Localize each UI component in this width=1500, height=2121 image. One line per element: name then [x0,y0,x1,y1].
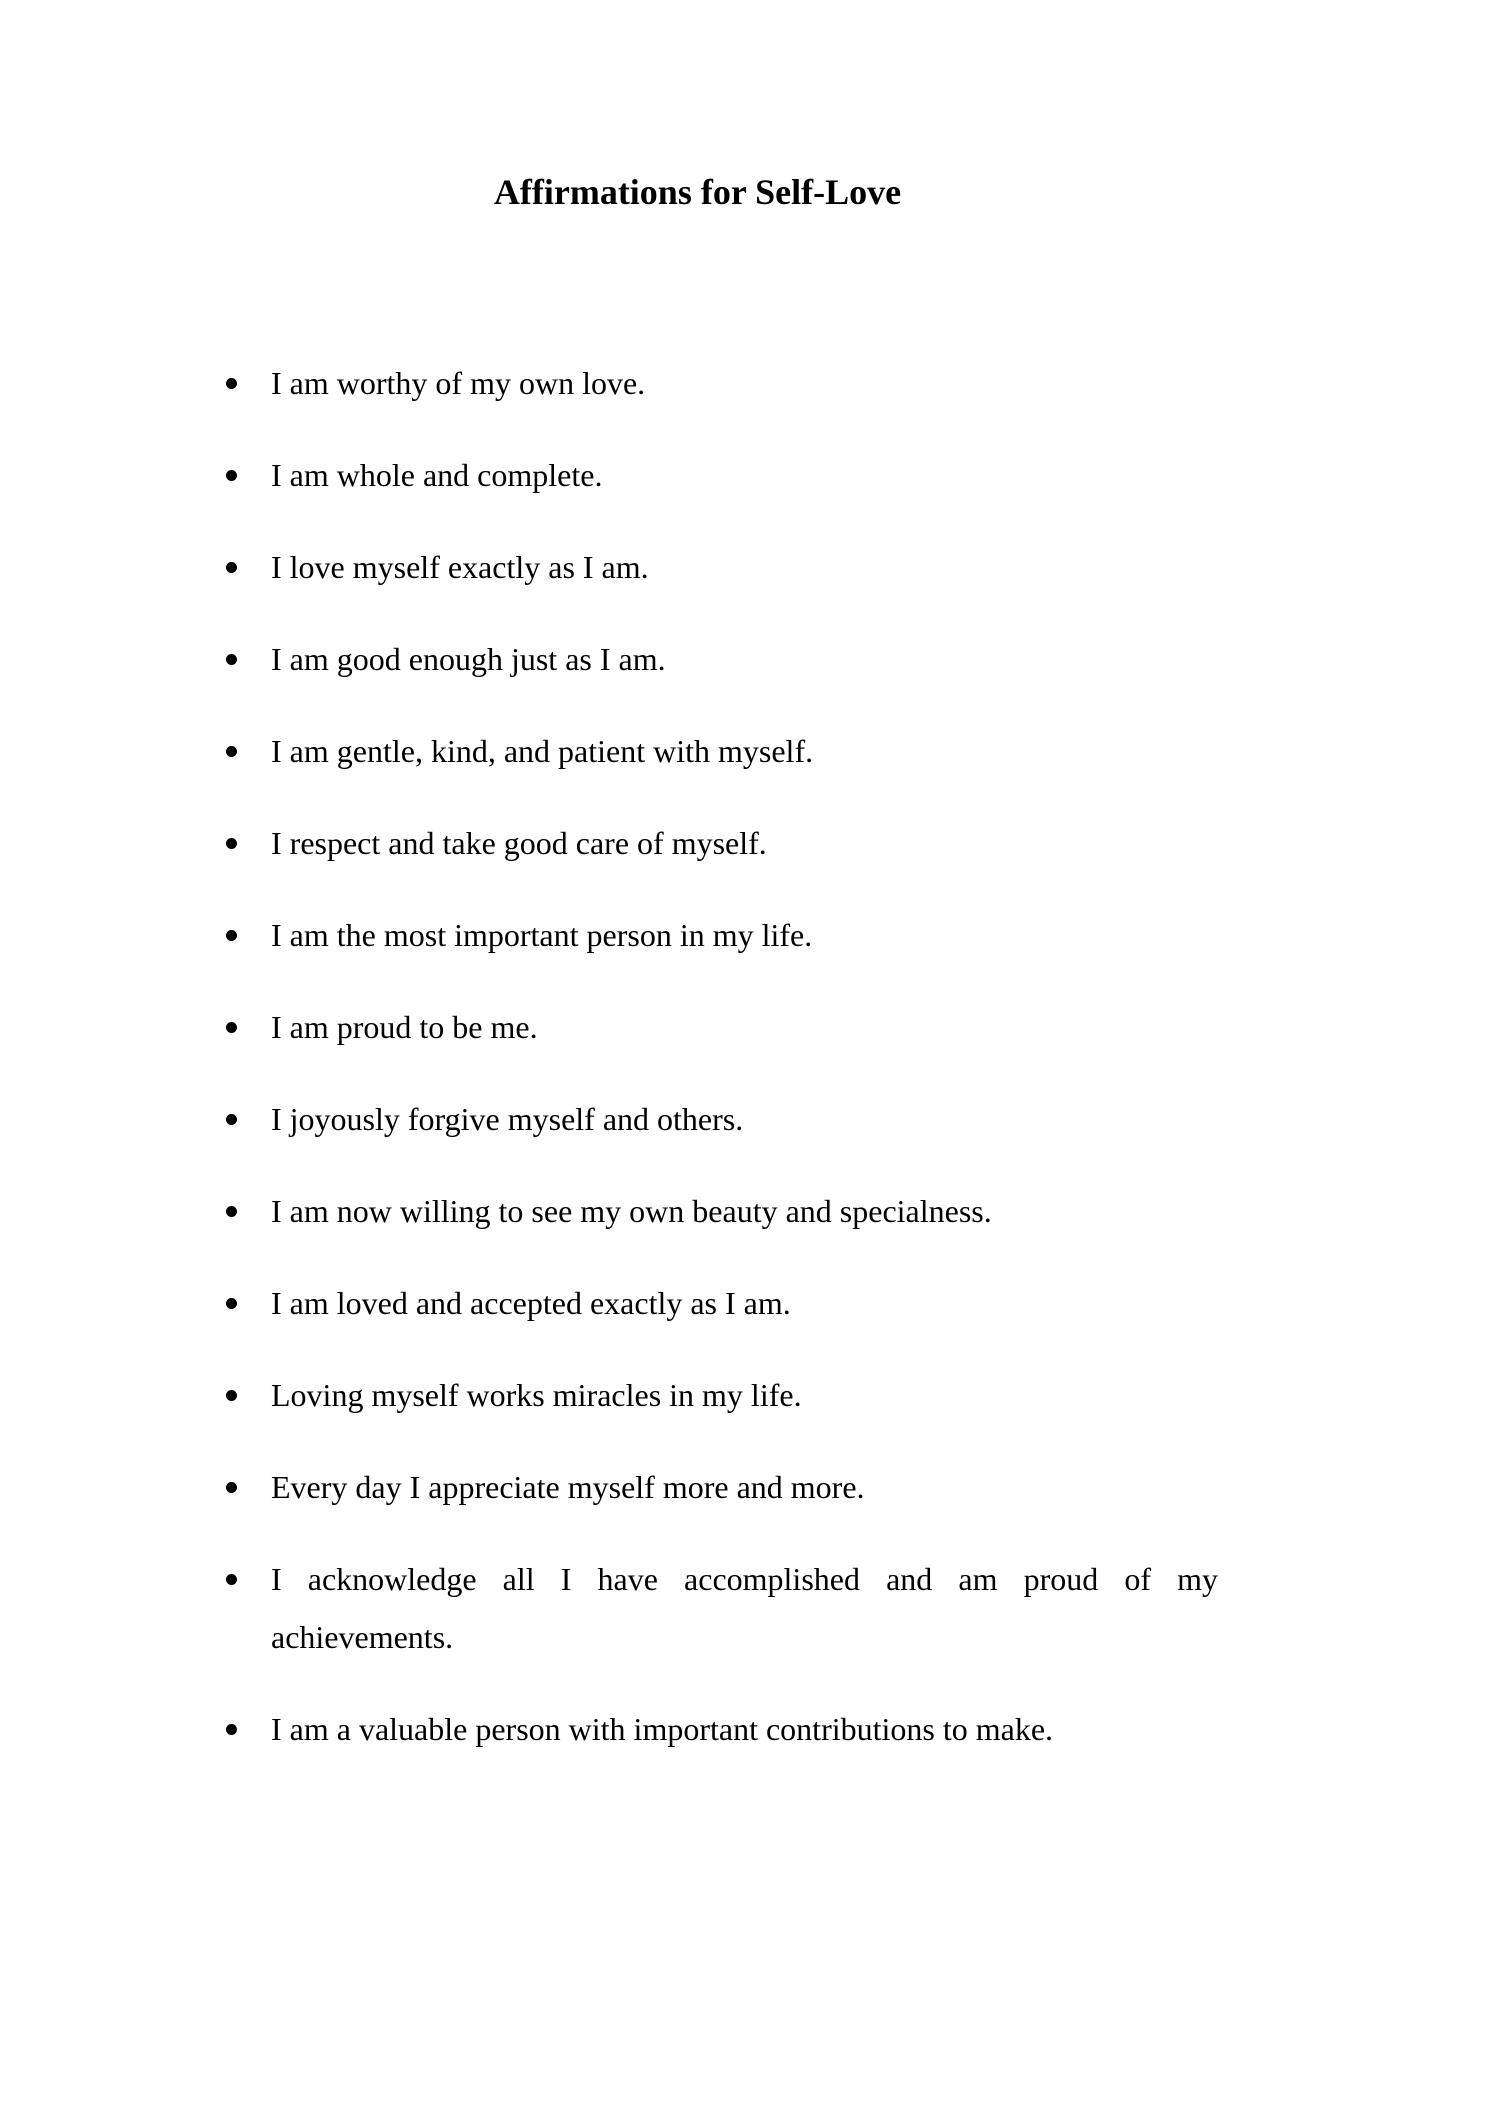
affirmation-text: Every day I appreciate myself more and more. [271,1469,865,1505]
list-item [224,446,1218,504]
affirmation-text: I am gentle, kind, and patient with myself. [271,733,814,769]
affirmation-text: I am now willing to see my own beauty and specialness. [271,1193,992,1229]
bullet-icon [226,930,237,941]
bullet-icon [226,470,237,481]
list-item [224,814,1218,872]
bullet-icon [226,654,237,665]
bullet-icon [226,1114,237,1125]
bullet-icon [226,1206,237,1217]
bullet-icon [226,1724,237,1735]
list-item [224,630,1218,688]
bullet-icon [226,746,237,757]
bullet-icon [226,562,237,573]
list-item [224,1700,1218,1758]
bullet-icon [226,1390,237,1401]
list-item [224,906,1218,964]
affirmation-text: I am worthy of my own love. [271,365,646,401]
affirmation-text: I am good enough just as I am. [271,641,666,677]
page-title: Affirmations for Self-Love [493,172,902,212]
affirmation-text: I am a valuable person with important contributions to make. [271,1711,1054,1747]
bullet-icon [226,1298,237,1309]
affirmation-text: I am proud to be me. [271,1009,538,1045]
bullet-icon [226,838,237,849]
list-item [224,1458,1218,1516]
affirmation-text: Loving myself works miracles in my life. [271,1377,802,1413]
affirmation-text: I am whole and complete. [271,457,603,493]
list-item [224,722,1218,780]
affirmation-text: I love myself exactly as I am. [271,549,649,585]
list-item [224,538,1218,596]
list-item [224,998,1218,1056]
affirmation-text: I joyously forgive myself and others. [271,1101,744,1137]
bullet-icon [226,378,237,389]
list-item [224,1182,1218,1240]
affirmation-text: I am loved and accepted exactly as I am. [271,1285,791,1321]
list-item [224,1090,1218,1148]
affirmation-text: I respect and take good care of myself. [271,825,767,861]
affirmation-list [224,354,1218,1792]
bullet-icon [226,1022,237,1033]
bullet-icon [226,1574,237,1585]
affirmation-text: I am the most important person in my life. [271,917,813,953]
list-item [224,1550,1218,1666]
bullet-icon [226,1482,237,1493]
list-item [224,1274,1218,1332]
list-item [224,1366,1218,1424]
affirmation-text: I acknowledge all I have accomplished and am proud of my achievements. [271,1561,1218,1655]
list-item [224,354,1218,412]
